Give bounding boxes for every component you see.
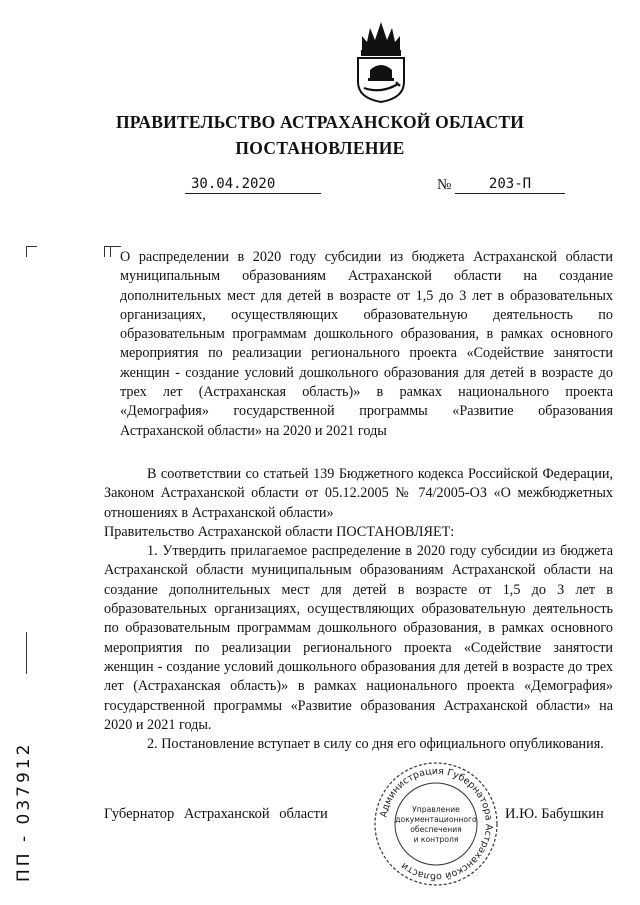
body-preamble: В соответствии со статьей 139 Бюджетного кодекса Российской Федерации, Законом Астраханской области от 05.12.2005 № 74/2005-ОЗ «О межбюджетных отношениях в Астраханской области»	[104, 466, 613, 521]
left-corner-mark	[26, 246, 37, 257]
official-stamp	[372, 760, 500, 888]
stamp-line-3: обеспечения	[410, 825, 462, 834]
document-type-title: ПОСТАНОВЛЕНИЕ	[235, 138, 405, 158]
body-item-2: 2. Постановление вступает в силу со дня его официального опубликования.	[147, 736, 604, 753]
stamp-line-2: документационного	[395, 815, 477, 824]
document-number: 203-П	[455, 176, 565, 194]
document-body	[104, 465, 613, 754]
signatory-title: Губернатор Астраханской области	[104, 806, 328, 822]
blank-serial-number: ПП - 037912	[14, 741, 34, 882]
coat-of-arms-emblem	[352, 20, 410, 104]
stamp-line-1: Управление	[412, 805, 460, 814]
number-sign: №	[437, 177, 452, 193]
body-decree-line: Правительство Астраханской области ПОСТАНОВЛЯЕТ:	[104, 523, 455, 540]
stamp-line-4: и контроля	[413, 835, 459, 844]
government-title: ПРАВИТЕЛЬСТВО АСТРАХАНСКОЙ ОБЛАСТИ	[115, 112, 525, 132]
document-date: 30.04.2020	[185, 176, 321, 194]
document-subject: О распределении в 2020 году субсидии из бюджета Астраханской области муниципальным образованиям Астраханской области на создание дополнительных мест для детей в возрасте от 1,5 до 3 лет в образовательных организациях, осуществляющих образовательную деятельность по образовательным программам дошкольного образования, в рамках основного мероприятия по реализации регионального проекта «Содействие занятости женщин - создание условий дошкольного образования для детей в возрасте до трех лет (Астраханская область)» в рамках национального проекта «Демография» государственной программы «Развитие образования Астраханской области» на 2020 и 2021 годы	[120, 249, 613, 439]
stamp-ring-text: Администрация Губернатора Астраханской области	[378, 765, 495, 883]
body-item-1: 1. Утвердить прилагаемое распределение в 2020 году субсидии из бюджета Астраханской области муниципальным образованиям Астраханской области на создание дополнительных мест для детей в возрасте от 1,5 до 3 лет в образовательных организациях, осуществляющих образовательную деятельность по образовательным программам дошкольного образования, в рамках основного мероприятия по реализации регионального проекта «Содействие занятости женщин - создание условий дошкольного образования для детей в возрасте до трех лет (Астраханская область)» в рамках национального проекта «Демография» государственной программы «Развитие образования Астраханской области» на 2020 и 2021 годы.	[104, 543, 613, 733]
signatory-name: И.Ю. Бабушкин	[505, 806, 604, 822]
margin-line	[26, 632, 27, 674]
